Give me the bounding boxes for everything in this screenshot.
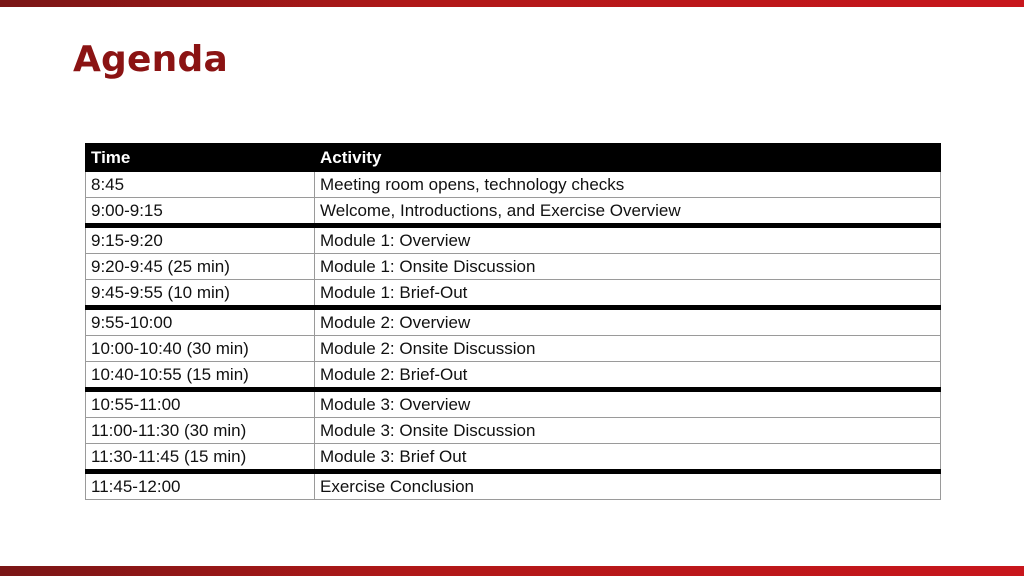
activity-cell: Module 2: Overview [315, 308, 941, 336]
column-header-time: Time [86, 144, 315, 172]
time-cell: 8:45 [86, 172, 315, 198]
time-cell: 10:40-10:55 (15 min) [86, 362, 315, 390]
table-row [86, 362, 941, 390]
activity-cell: Module 3: Brief Out [315, 444, 941, 472]
time-cell: 9:00-9:15 [86, 198, 315, 226]
activity-cell: Welcome, Introductions, and Exercise Overview [315, 198, 941, 226]
activity-cell: Meeting room opens, technology checks [315, 172, 941, 198]
table-row [86, 226, 941, 254]
activity-cell: Module 3: Onsite Discussion [315, 418, 941, 444]
time-cell: 11:45-12:00 [86, 472, 315, 500]
activity-cell: Module 1: Brief-Out [315, 280, 941, 308]
column-header-activity: Activity [315, 144, 941, 172]
time-cell: 11:30-11:45 (15 min) [86, 444, 315, 472]
bottom-accent-bar [0, 566, 1024, 576]
table-row [86, 390, 941, 418]
page-title: Agenda [73, 39, 228, 80]
activity-cell: Exercise Conclusion [315, 472, 941, 500]
agenda-table [85, 143, 941, 500]
time-cell: 9:15-9:20 [86, 226, 315, 254]
activity-cell: Module 3: Overview [315, 390, 941, 418]
table-row [86, 254, 941, 280]
activity-cell: Module 2: Onsite Discussion [315, 336, 941, 362]
table-header-row [86, 144, 941, 172]
table-row [86, 418, 941, 444]
time-cell: 10:00-10:40 (30 min) [86, 336, 315, 362]
time-cell: 9:55-10:00 [86, 308, 315, 336]
table-row [86, 472, 941, 500]
time-cell: 9:20-9:45 (25 min) [86, 254, 315, 280]
top-accent-bar [0, 0, 1024, 7]
activity-cell: Module 2: Brief-Out [315, 362, 941, 390]
table-row [86, 198, 941, 226]
table-row [86, 336, 941, 362]
table-row [86, 172, 941, 198]
time-cell: 10:55-11:00 [86, 390, 315, 418]
table-row [86, 280, 941, 308]
time-cell: 9:45-9:55 (10 min) [86, 280, 315, 308]
activity-cell: Module 1: Overview [315, 226, 941, 254]
table-row [86, 308, 941, 336]
time-cell: 11:00-11:30 (30 min) [86, 418, 315, 444]
activity-cell: Module 1: Onsite Discussion [315, 254, 941, 280]
table-row [86, 444, 941, 472]
